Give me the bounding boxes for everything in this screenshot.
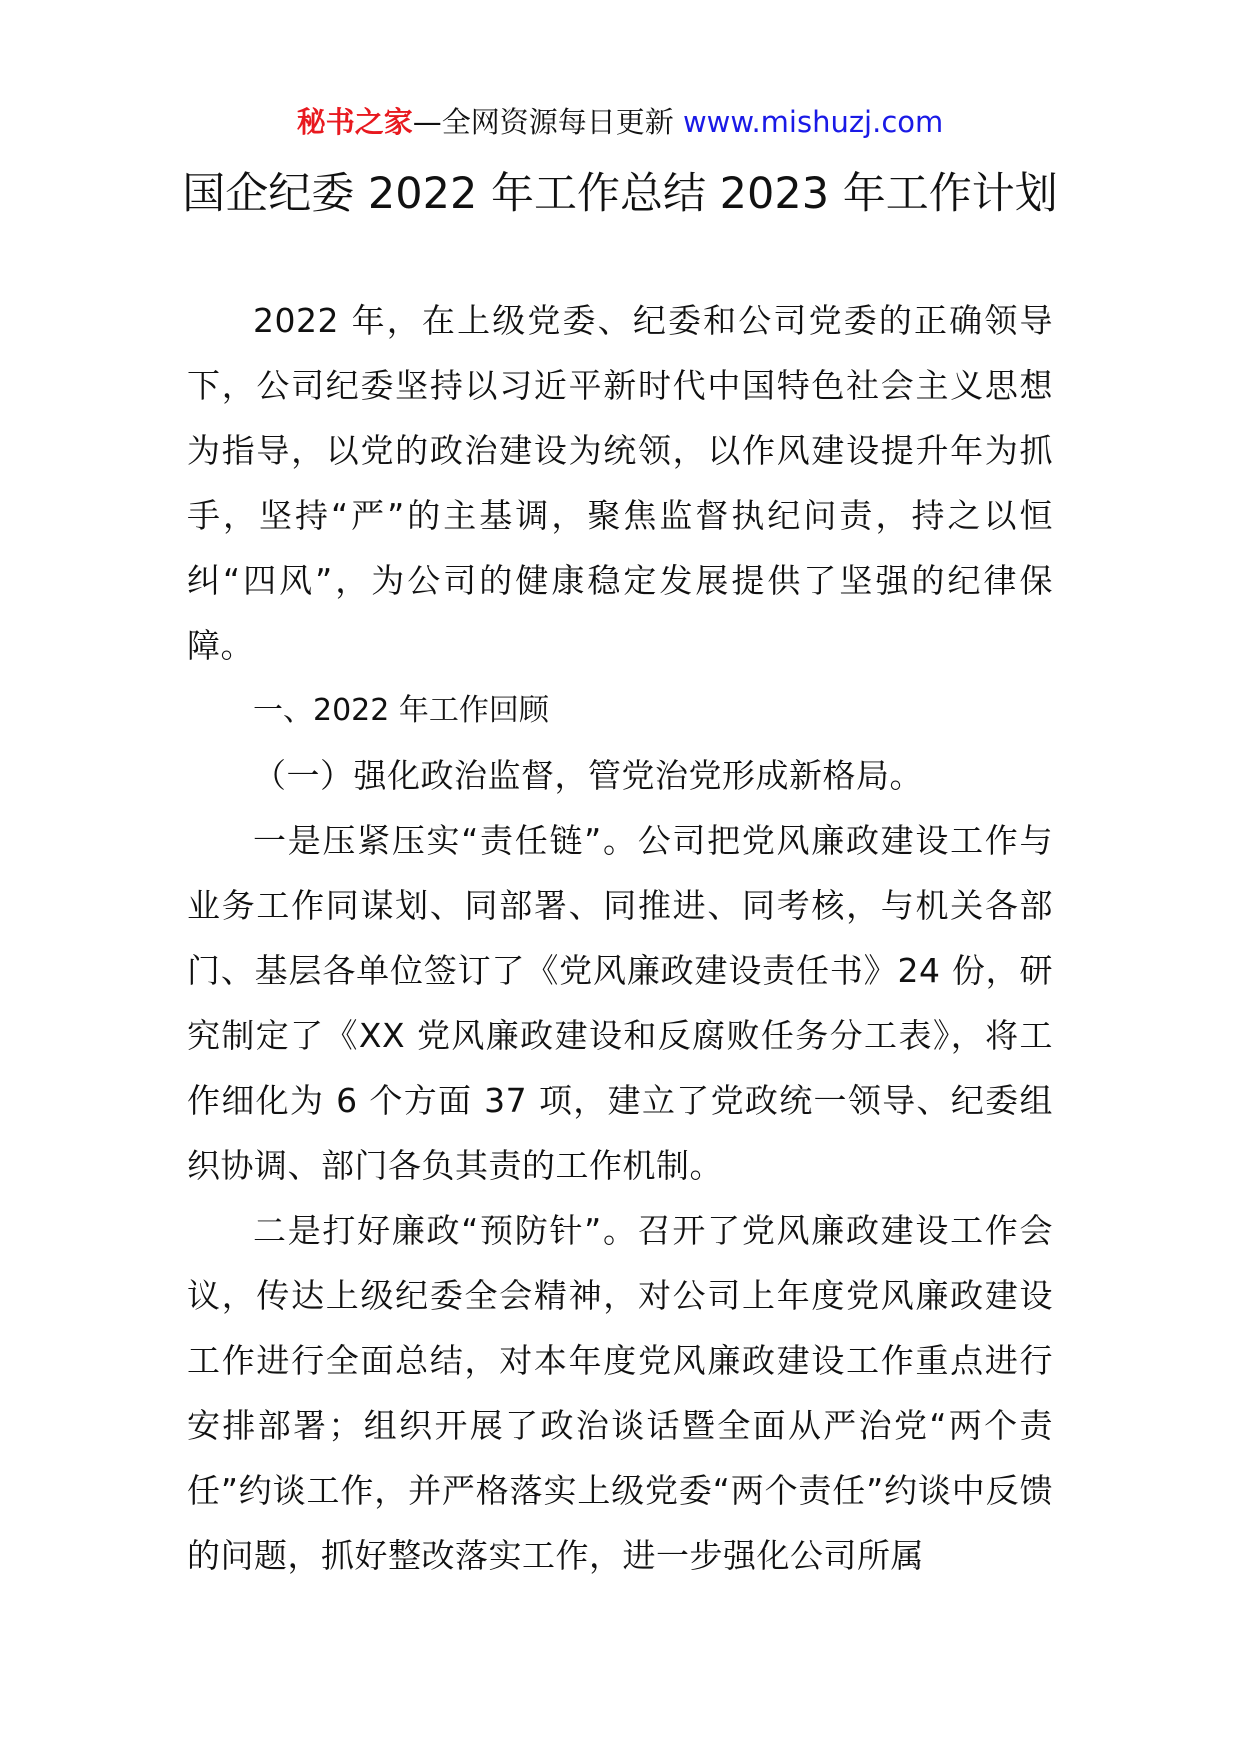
document-title: 国企纪委 2022 年工作总结 2023 年工作计划 xyxy=(182,169,1058,219)
site-url-link[interactable]: www.mishuzj.com xyxy=(682,105,944,139)
watermark-header xyxy=(0,102,1240,142)
section-heading: 一、2022 年工作回顾 xyxy=(253,693,549,728)
body-paragraph: 一是压紧压实“责任链”。公司把党风廉政建设工作与业务工作同谋划、同部署、同推进、同考核，与机关各部门、基层各单位签订了《党风廉政建设责任书》24 份，研究制定了《XX 党风廉政建设和反腐败任务分工表》，将工作细化为 6 个方面 37 项，建立了党政统一领导、纪委组织协调、部门各负其责的工作机制。 xyxy=(187,821,1053,1185)
subsection-heading: （一）强化政治监督，管党治党形成新格局。 xyxy=(253,756,923,795)
body-paragraph: 二是打好廉政“预防针”。召开了党风廉政建设工作会议，传达上级纪委全会精神，对公司上年度党风廉政建设工作进行全面总结，对本年度党风廉政建设工作重点进行安排部署；组织开展了政治谈话暨全面从严治党“两个责任”约谈工作，并严格落实上级党委“两个责任”约谈中反馈的问题，抓好整改落实工作，进一步强化公司所属 xyxy=(187,1211,1053,1575)
site-name: 秘书之家 xyxy=(296,105,413,139)
site-tagline: —全网资源每日更新 xyxy=(412,105,674,139)
intro-paragraph: 2022 年，在上级党委、纪委和公司党委的正确领导下，公司纪委坚持以习近平新时代中国特色社会主义思想为指导，以党的政治建设为统领，以作风建设提升年为抓手，坚持“严”的主基调，聚焦监督执纪问责，持之以恒纠“四风”，为公司的健康稳定发展提供了坚强的纪律保障。 xyxy=(187,301,1053,665)
document-body xyxy=(187,288,1053,1588)
